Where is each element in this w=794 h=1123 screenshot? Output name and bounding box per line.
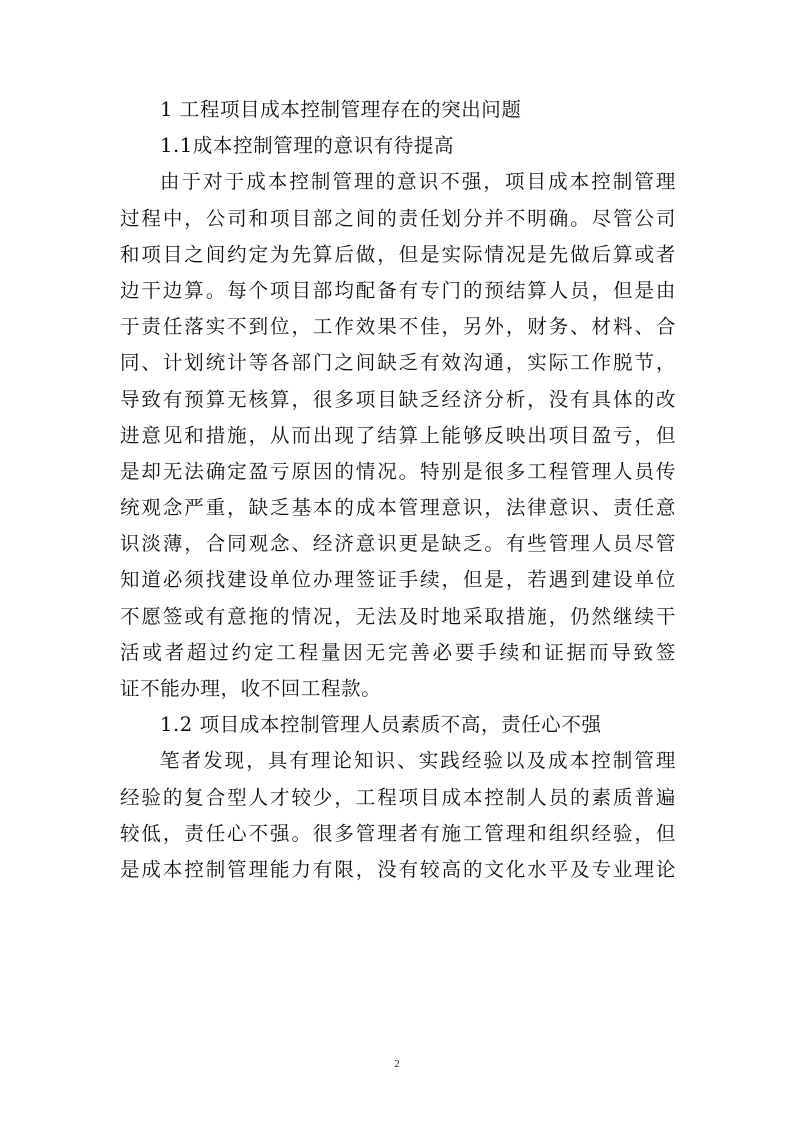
paragraph-line: 边干边算。每个项目部均配备有专门的预结算人员，但是由 xyxy=(120,278,676,302)
paragraph-line: 识淡薄，合同观念、经济意识更是缺乏。有些管理人员尽管 xyxy=(120,532,676,556)
paragraph-line: 统观念严重，缺乏基本的成本管理意识，法律意识、责任意 xyxy=(120,496,676,520)
paragraph-line: 知道必须找建设单位办理签证手续，但是，若遇到建设单位 xyxy=(120,568,676,592)
paragraph-line: 活或者超过约定工程量因无完善必要手续和证据而导致签 xyxy=(120,640,676,664)
page-number: 2 xyxy=(394,1058,400,1070)
paragraph-line: 笔者发现，具有理论知识、实践经验以及成本控制管理 xyxy=(160,749,676,773)
section-heading: 1 工程项目成本控制管理存在的突出问题 xyxy=(160,98,522,121)
paragraph-line: 于责任落实不到位，工作效果不佳，另外，财务、材料、合 xyxy=(120,315,676,339)
paragraph-line: 和项目之间约定为先算后做，但是实际情况是先做后算或者 xyxy=(120,242,676,266)
paragraph-line: 证不能办理，收不回工程款。 xyxy=(120,677,382,700)
paragraph-line: 导致有预算无核算，很多项目缺乏经济分析，没有具体的改 xyxy=(120,387,676,411)
paragraph-line: 同、计划统计等各部门之间缺乏有效沟通，实际工作脱节， xyxy=(120,351,676,375)
paragraph-line: 经验的复合型人才较少，工程项目成本控制人员的素质普遍 xyxy=(120,785,676,809)
paragraph-line: 由于对于成本控制管理的意识不强，项目成本控制管理 xyxy=(160,170,676,194)
section-heading: 1.1成本控制管理的意识有待提高 xyxy=(160,134,455,158)
paragraph-line: 是成本控制管理能力有限，没有较高的文化水平及专业理论 xyxy=(120,857,676,881)
paragraph-line: 是却无法确定盈亏原因的情况。特别是很多工程管理人员传 xyxy=(120,459,676,483)
paragraph-line: 较低，责任心不强。很多管理者有施工管理和组织经验，但 xyxy=(120,821,676,845)
paragraph-line: 过程中，公司和项目部之间的责任划分并不明确。尽管公司 xyxy=(120,206,676,230)
document-body xyxy=(120,92,676,888)
paragraph-line: 进意见和措施，从而出现了结算上能够反映出项目盈亏，但 xyxy=(120,423,676,447)
paragraph-line: 不愿签或有意拖的情况，无法及时地采取措施，仍然继续干 xyxy=(120,604,676,628)
section-heading: 1.2 项目成本控制管理人员素质不高，责任心不强 xyxy=(160,713,602,737)
